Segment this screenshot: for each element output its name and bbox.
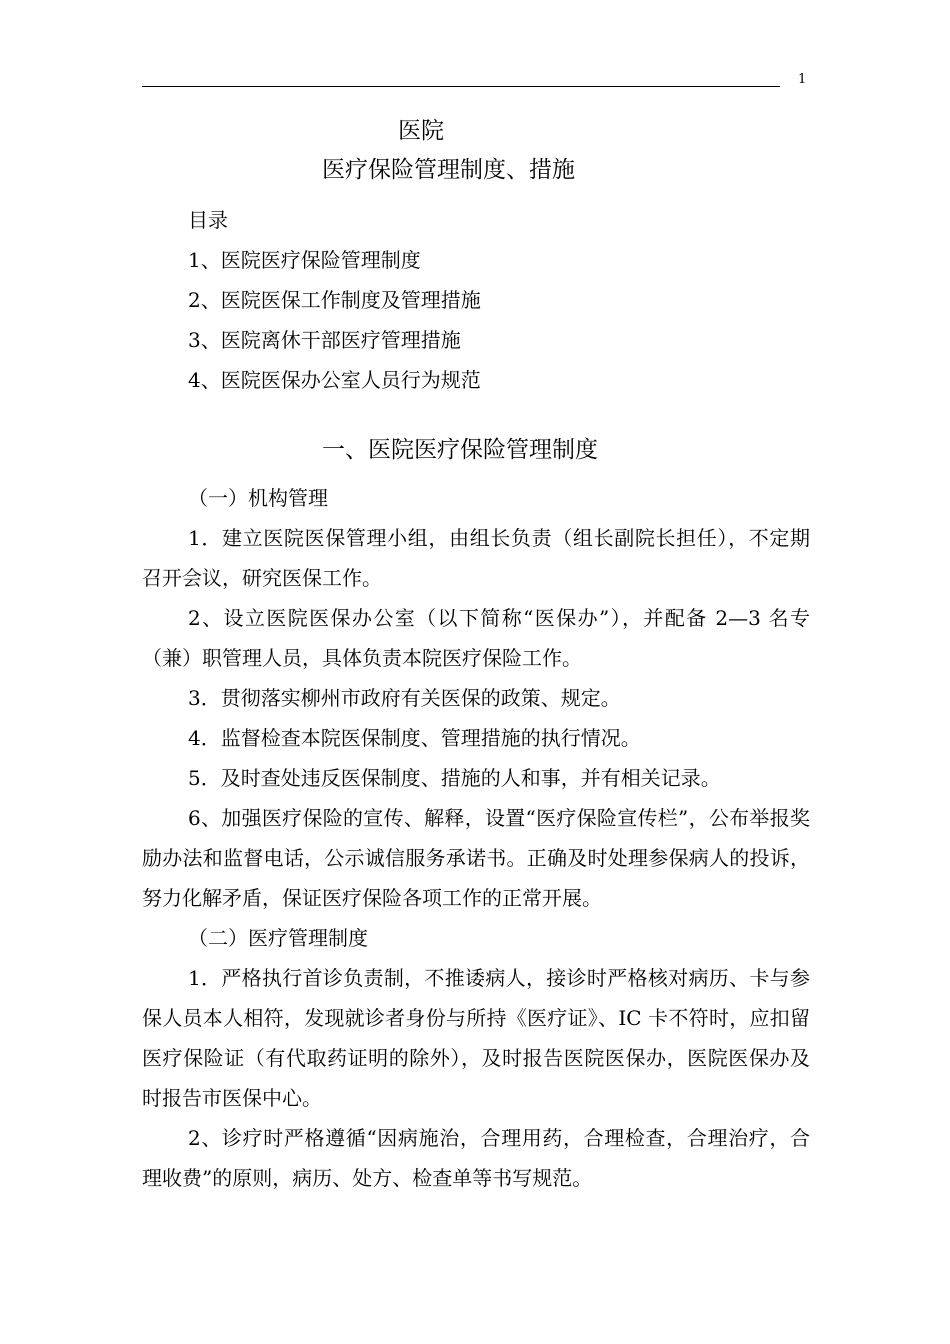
paragraph: 1．严格执行首诊负责制，不推诿病人，接诊时严格核对病历、卡与参保人员本人相符，发现就诊者身份与所持《医疗证》、IC 卡不符时，应扣留医疗保险证（有代取药证明的除外），及时报告医院医保办，医院医保办及时报告市医保中心。 (142, 966, 810, 1110)
paragraph: 3．贯彻落实柳州市政府有关医保的政策、规定。 (188, 686, 621, 710)
paragraph: 5．及时查处违反医保制度、措施的人和事，并有相关记录。 (188, 766, 721, 790)
subsection-heading: （二）医疗管理制度 (188, 926, 368, 950)
toc-item: 2、医院医保工作制度及管理措施 (188, 288, 481, 312)
paragraph: 4．监督检查本院医保制度、管理措施的执行情况。 (188, 726, 641, 750)
paragraph: 6、加强医疗保险的宣传、解释，设置“医疗保险宣传栏”，公布举报奖励办法和监督电话，公示诚信服务承诺书。正确及时处理参保病人的投诉，努力化解矛盾，保证医疗保险各项工作的正常开展。 (142, 806, 810, 910)
header-rule (142, 86, 780, 87)
section-heading: 一、医院医疗保险管理制度 (322, 437, 598, 463)
table-of-contents (188, 200, 828, 400)
toc-item: 1、医院医疗保险管理制度 (188, 248, 421, 272)
paragraph: 2、诊疗时严格遵循“因病施治，合理用药，合理检查，合理治疗，合理收费”的原则，病历、处方、检查单等书写规范。 (142, 1126, 810, 1190)
toc-heading: 目录 (188, 208, 228, 232)
toc-item: 3、医院离休干部医疗管理措施 (188, 328, 461, 352)
page-number: 1 (798, 72, 807, 87)
toc-item: 4、医院医保办公室人员行为规范 (188, 368, 481, 392)
subsection-heading: （一）机构管理 (188, 486, 328, 510)
paragraph: 2、设立医院医保办公室（以下简称“医保办”），并配备 2—3 名专（兼）职管理人员，具体负责本院医疗保险工作。 (142, 606, 810, 670)
document-title-line-1: 医院 (398, 118, 444, 144)
section-body (142, 478, 810, 1198)
document-title-line-2: 医疗保险管理制度、措施 (322, 157, 575, 183)
paragraph: 1．建立医院医保管理小组，由组长负责（组长副院长担任），不定期召开会议，研究医保工作。 (142, 526, 810, 590)
